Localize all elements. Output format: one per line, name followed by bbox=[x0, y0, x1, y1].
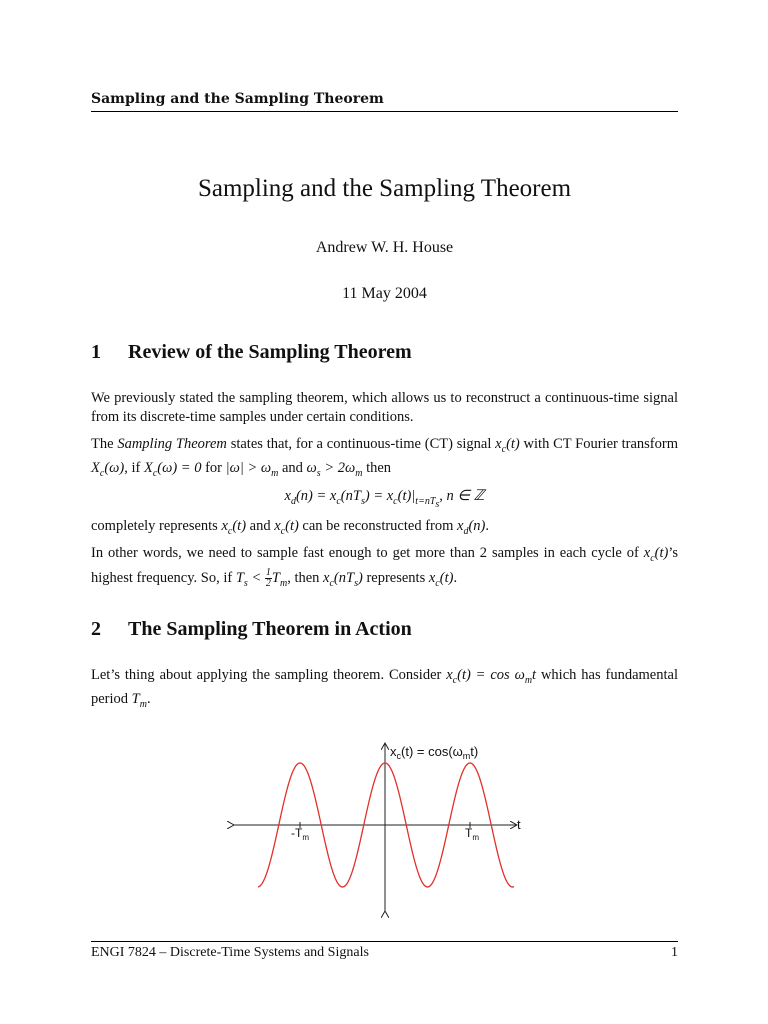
math-inline: $\omega_s > 2\omega_m$ bbox=[306, 459, 363, 479]
text-run: . bbox=[485, 518, 489, 534]
section-number: 1 bbox=[91, 341, 101, 363]
section-number: 2 bbox=[91, 618, 101, 640]
text-run: can be reconstructed from bbox=[298, 518, 458, 534]
text-run: , if bbox=[124, 459, 144, 476]
text-run: , then bbox=[287, 569, 324, 586]
footer-course: ENGI 7824 – Discrete-Time Systems and Signals bbox=[91, 945, 369, 960]
text-run: . bbox=[453, 569, 458, 586]
text-run: which has fundamental period bbox=[91, 667, 678, 707]
y-axis-label: $x_c(t) = \cos(\omega_mt)$ bbox=[390, 744, 479, 761]
text-run: Let’s thing about applying the sampling theorem. Consider bbox=[91, 667, 447, 683]
running-header: Sampling and the Sampling Theorem bbox=[91, 91, 384, 107]
footer-rule bbox=[91, 941, 678, 942]
term-sampling-theorem: Sampling Theorem bbox=[117, 436, 227, 452]
page-number: 1 bbox=[671, 945, 678, 960]
text-run: . bbox=[146, 690, 151, 707]
math-inline: $x_c(t)$ bbox=[643, 545, 669, 564]
tick-label-left: $-T_m$ bbox=[291, 826, 309, 842]
tick-label-right: $T_m$ bbox=[465, 826, 480, 842]
math-inline: $X_c(\omega)$ bbox=[91, 459, 125, 479]
math-inline: $T_s$ < $\frac{1}{2}$ $T_m$ bbox=[235, 566, 288, 589]
math-inline: $X_c(\omega) = 0$ bbox=[143, 459, 202, 479]
math-inline: $x_c(t) = \cos \omega_mt$ bbox=[446, 667, 537, 686]
text-run: The bbox=[91, 436, 118, 452]
math-inline: $T_m$ bbox=[131, 690, 147, 710]
text-run: represents bbox=[362, 569, 429, 586]
math-inline: $|\omega| > \omega_m$ bbox=[225, 459, 279, 479]
math-inline: $x_c(t)$ bbox=[495, 436, 520, 455]
paragraph-text: We previously stated the sampling theorem, which allows us to reconstruct a continuous-time signal from its discrete-time samples under certain conditions. bbox=[91, 390, 678, 425]
math-inline: $x_c(t)$ bbox=[221, 518, 247, 537]
text-run: for bbox=[201, 459, 226, 476]
text-run: then bbox=[362, 459, 392, 476]
document-title: Sampling and the Sampling Theorem bbox=[197, 175, 572, 202]
text-run: states that, for a continuous-time (CT) signal bbox=[226, 436, 496, 452]
text-run: ’s highest frequency. So, if bbox=[91, 545, 678, 586]
math-inline: $x_c(t)$ bbox=[274, 518, 299, 537]
text-run: with CT Fourier transform bbox=[519, 436, 678, 452]
math-inline: $x_d(n)$ bbox=[457, 518, 486, 537]
display-equation: $x_d(n) = x_c(nT_s) = x_c(t)|_{t=nT_s}$, n ∈ ℤ bbox=[284, 488, 485, 510]
text-run: and bbox=[278, 459, 307, 476]
x-axis-label: t bbox=[517, 817, 521, 832]
text-run: completely represents bbox=[91, 518, 222, 534]
text-run: In other words, we need to sample fast enough to get more than 2 samples in each cycle of bbox=[91, 545, 644, 561]
math-inline: $x_c(nT_s)$ bbox=[323, 569, 363, 589]
text-run: and bbox=[246, 518, 275, 534]
section-title: Review of the Sampling Theorem bbox=[128, 341, 412, 363]
document-date: 11 May 2004 bbox=[342, 285, 427, 302]
section-title: The Sampling Theorem in Action bbox=[128, 618, 412, 640]
math-inline: $x_c(t)$ bbox=[428, 569, 454, 589]
document-author: Andrew W. H. House bbox=[315, 239, 454, 256]
